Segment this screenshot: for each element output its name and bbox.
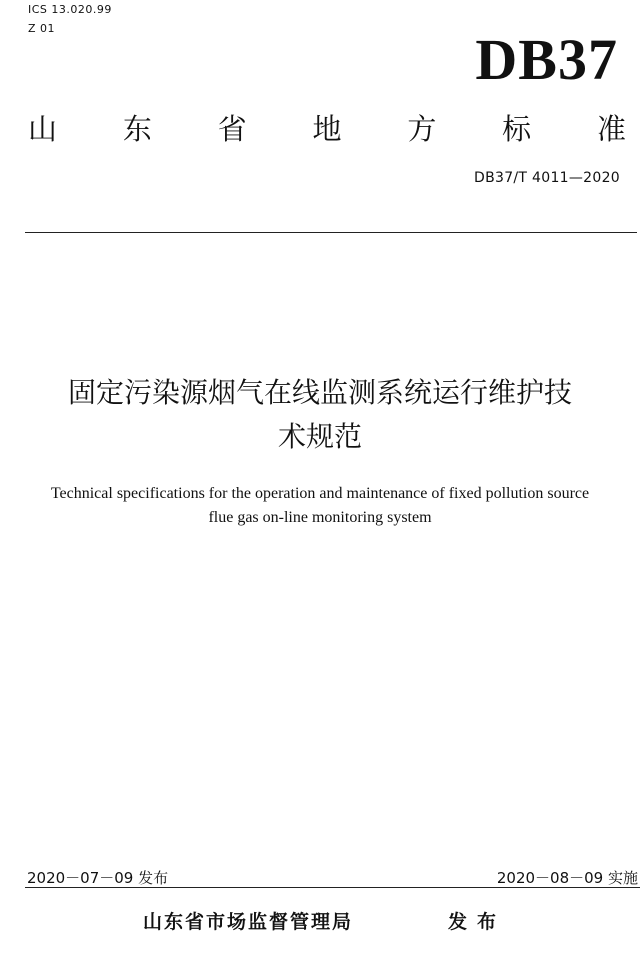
standard-type-char: 地 [312, 112, 342, 146]
standard-brand-code: DB37 [475, 27, 618, 92]
english-title [0, 482, 640, 530]
standard-type-char: 准 [596, 112, 626, 146]
classification-code: Z 01 [28, 22, 56, 35]
issue-label: 发布 [448, 911, 507, 933]
publish-date: 2020－07－09 发布 [27, 869, 169, 887]
standard-type-char: 标 [502, 112, 532, 146]
english-title-line-1: Technical specifications for the operation and maintenance of fixed pollution source [50, 485, 590, 502]
chinese-title-line-1: 固定污染源烟气在线监测系统运行维护技 [67, 376, 572, 409]
header-divider [25, 232, 637, 233]
chinese-title-line-2: 术规范 [277, 420, 362, 453]
footer-divider [25, 887, 640, 888]
english-title-line-2: flue gas on-line monitoring system [208, 509, 432, 526]
standard-type-char: 东 [122, 112, 152, 146]
standard-type-heading [28, 109, 626, 149]
standard-number: DB37/T 4011—2020 [474, 170, 620, 186]
implement-date: 2020－08－09 实施 [496, 869, 638, 887]
chinese-title [10, 371, 630, 459]
standard-type-char: 山 [28, 112, 58, 146]
ics-code: ICS 13.020.99 [28, 3, 112, 16]
standard-type-char: 方 [407, 112, 437, 146]
standard-type-char: 省 [217, 112, 247, 146]
issuing-authority: 山东省市场监督管理局 [143, 911, 354, 933]
